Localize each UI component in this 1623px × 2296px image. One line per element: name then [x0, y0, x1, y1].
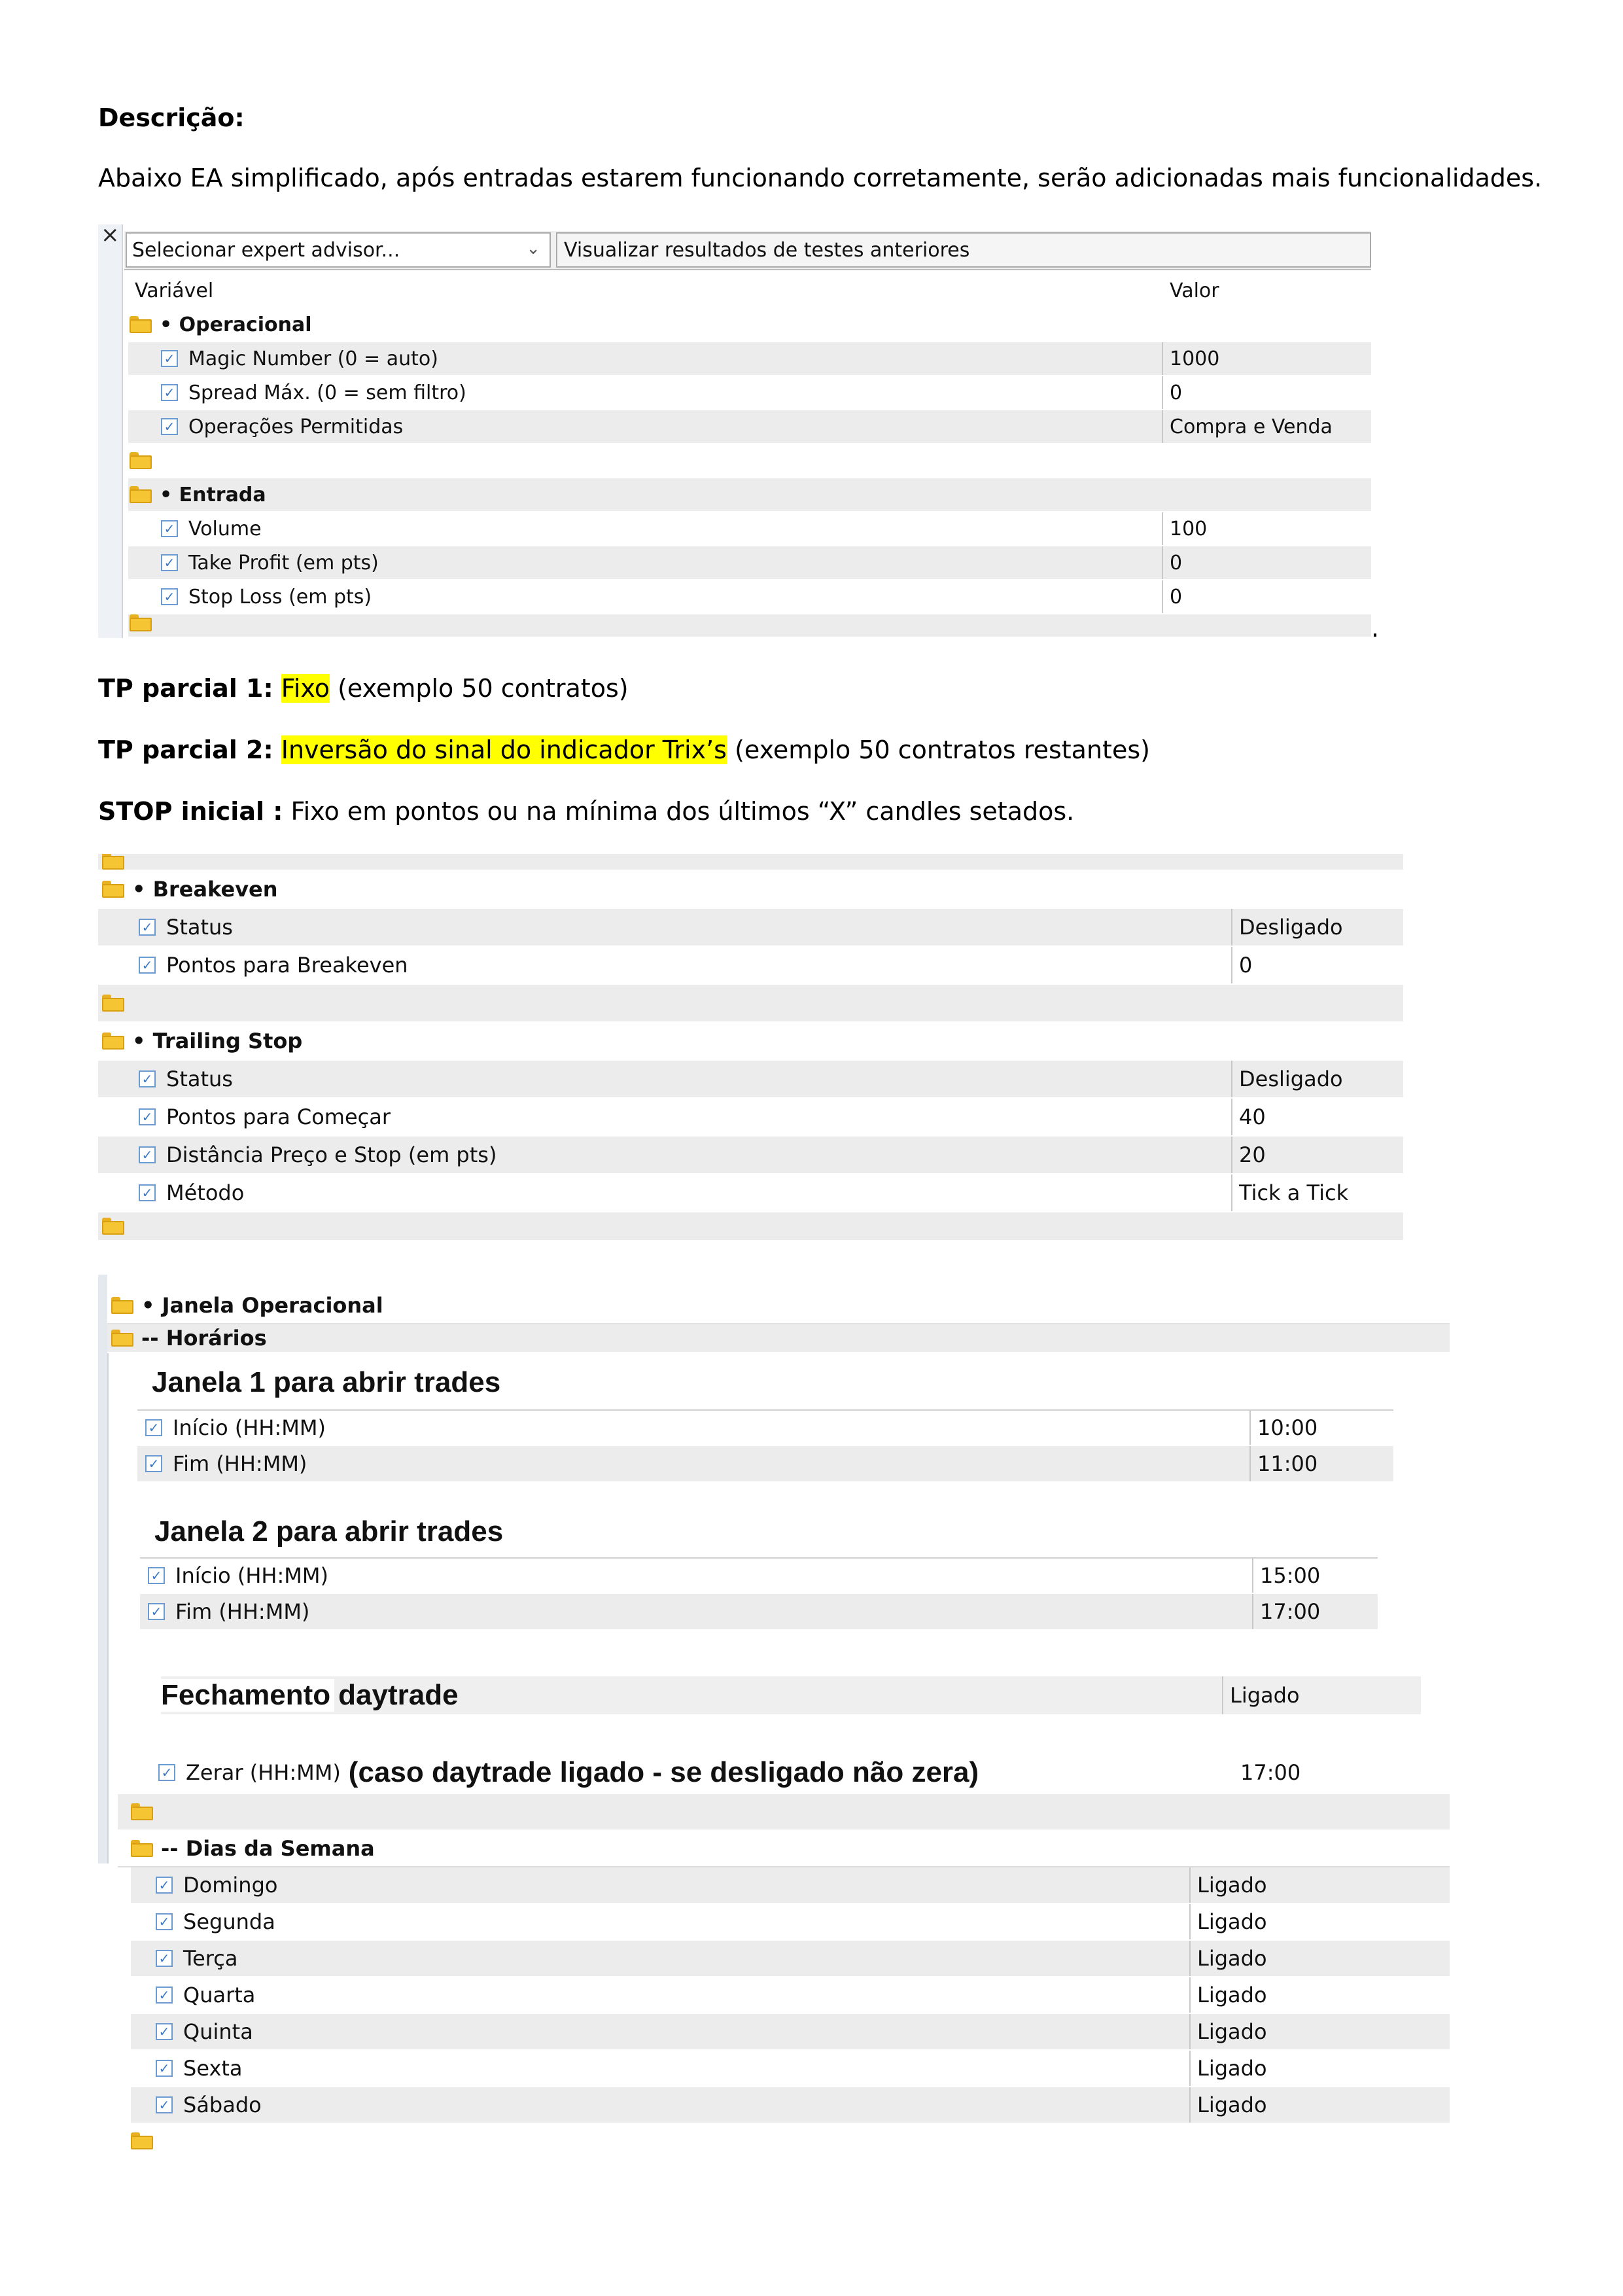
param-row[interactable]: ✓ Domingo Ligado — [131, 1867, 1450, 1904]
checkbox-icon[interactable]: ✓ — [156, 1950, 173, 1967]
group-empty[interactable] — [98, 1212, 1403, 1241]
janela-2-title: Janela 2 para abrir trades — [154, 1515, 504, 1547]
folder-icon — [130, 614, 152, 631]
expert-advisor-select[interactable] — [126, 232, 551, 268]
folder-icon — [102, 1218, 124, 1235]
param-row[interactable]: ✓ Volume 100 — [128, 512, 1371, 546]
folder-icon — [130, 316, 152, 333]
checkbox-icon[interactable]: ✓ — [156, 1877, 173, 1894]
stop-inicial: STOP inicial : Fixo em pontos ou na mínima dos últimos “X” candles setados. — [98, 797, 1075, 826]
folder-icon — [102, 995, 124, 1012]
group-empty[interactable] — [128, 444, 1371, 478]
group-trailing-stop[interactable]: • Trailing Stop — [98, 1023, 1403, 1061]
checkbox-icon[interactable]: ✓ — [139, 919, 156, 936]
close-icon[interactable]: × — [101, 222, 120, 248]
chevron-down-icon: ⌄ — [526, 239, 540, 258]
checkbox-icon[interactable]: ✓ — [156, 1987, 173, 2004]
fechamento-daytrade-row[interactable]: Fechamento daytrade Ligado — [161, 1676, 1421, 1716]
param-row[interactable]: ✓ Início (HH:MM) 15:00 — [140, 1557, 1378, 1594]
param-row[interactable]: ✓ Spread Máx. (0 = sem filtro) 0 — [128, 376, 1371, 410]
param-row[interactable]: ✓ Fim (HH:MM) 17:00 — [140, 1594, 1378, 1631]
checkbox-icon[interactable]: ✓ — [156, 2023, 173, 2040]
param-row[interactable]: ✓ Quarta Ligado — [131, 1977, 1450, 2014]
checkbox-icon[interactable]: ✓ — [161, 554, 178, 571]
folder-icon — [102, 1033, 124, 1050]
param-row[interactable]: ✓ Terça Ligado — [131, 1941, 1450, 1977]
param-row[interactable]: ✓ Stop Loss (em pts) 0 — [128, 580, 1371, 614]
param-row[interactable]: ✓ Pontos para Breakeven 0 — [98, 947, 1403, 985]
zerar-row[interactable]: ✓ Zerar (HH:MM) (caso daytrade ligado - se desligado não zera) 17:00 — [150, 1752, 1450, 1794]
janela-operacional-panel — [98, 1275, 1450, 2178]
folder-icon — [130, 486, 152, 503]
zerar-note: (caso daytrade ligado - se desligado não zera) — [348, 1756, 979, 1788]
checkbox-icon[interactable]: ✓ — [158, 1764, 175, 1781]
group-empty[interactable] — [128, 614, 1371, 638]
ea-parameters-panel — [98, 224, 1371, 638]
group-dias-semana[interactable]: -- Dias da Semana — [118, 1831, 1450, 1867]
checkbox-icon[interactable]: ✓ — [139, 1146, 156, 1163]
column-variable: Variável — [135, 279, 214, 302]
group-entrada[interactable]: • Entrada — [128, 478, 1371, 512]
param-row[interactable]: ✓ Magic Number (0 = auto) 1000 — [128, 342, 1371, 376]
tp-parcial-1: TP parcial 1: Fixo (exemplo 50 contratos) — [98, 674, 629, 703]
param-row[interactable]: ✓ Sexta Ligado — [131, 2051, 1450, 2087]
group-breakeven[interactable]: • Breakeven — [98, 871, 1403, 909]
folder-icon — [111, 1297, 133, 1314]
group-janela-operacional[interactable]: • Janela Operacional — [107, 1288, 1450, 1324]
checkbox-icon[interactable]: ✓ — [145, 1419, 162, 1436]
daytrade-label: daytrade — [338, 1679, 459, 1711]
checkbox-icon[interactable]: ✓ — [148, 1603, 165, 1620]
param-row[interactable]: ✓ Take Profit (em pts) 0 — [128, 546, 1371, 580]
group-empty[interactable] — [131, 2125, 1450, 2158]
folder-icon — [102, 854, 124, 870]
tp-parcial-2: TP parcial 2: Inversão do sinal do indicador Trix’s (exemplo 50 contratos restantes) — [98, 735, 1150, 764]
checkbox-icon[interactable]: ✓ — [145, 1455, 162, 1472]
select-value: Selecionar expert advisor... — [132, 238, 400, 262]
checkbox-icon[interactable]: ✓ — [161, 384, 178, 401]
group-spacer — [107, 1275, 1450, 1288]
trailing-dot: . — [1371, 614, 1380, 643]
tab-label: Visualizar resultados de testes anteriores — [564, 238, 970, 262]
param-row[interactable]: ✓ Método Tick a Tick — [98, 1174, 1403, 1212]
param-row[interactable]: ✓ Quinta Ligado — [131, 2014, 1450, 2051]
fechamento-label: Fechamento — [161, 1679, 334, 1712]
breakeven-trailing-panel — [98, 854, 1403, 1254]
param-row[interactable]: ✓ Status Desligado — [98, 1061, 1403, 1099]
checkbox-icon[interactable]: ✓ — [148, 1567, 165, 1584]
group-empty[interactable] — [98, 854, 1403, 871]
param-row[interactable]: ✓ Status Desligado — [98, 909, 1403, 947]
param-row[interactable]: ✓ Início (HH:MM) 10:00 — [137, 1409, 1393, 1446]
doc-intro: Abaixo EA simplificado, após entradas estarem funcionando corretamente, serão adicionadas mais funcionalidades. — [98, 164, 1543, 192]
checkbox-icon[interactable]: ✓ — [161, 418, 178, 435]
folder-icon — [131, 1803, 153, 1820]
group-operacional[interactable]: • Operacional — [128, 308, 1371, 342]
folder-icon — [131, 1840, 153, 1857]
checkbox-icon[interactable]: ✓ — [161, 520, 178, 537]
param-row[interactable]: ✓ Distância Preço e Stop (em pts) 20 — [98, 1137, 1403, 1174]
checkbox-icon[interactable]: ✓ — [139, 1184, 156, 1201]
folder-icon — [102, 881, 124, 898]
group-empty[interactable] — [98, 985, 1403, 1023]
tab-previous-results[interactable] — [556, 232, 1371, 268]
folder-icon — [131, 2132, 145, 2149]
checkbox-icon[interactable]: ✓ — [139, 957, 156, 974]
checkbox-icon[interactable]: ✓ — [161, 350, 178, 367]
param-row[interactable]: ✓ Segunda Ligado — [131, 1904, 1450, 1941]
checkbox-icon[interactable]: ✓ — [139, 1070, 156, 1087]
checkbox-icon[interactable]: ✓ — [156, 1913, 173, 1930]
param-row[interactable]: ✓ Fim (HH:MM) 11:00 — [137, 1446, 1393, 1483]
checkbox-icon[interactable]: ✓ — [139, 1108, 156, 1125]
group-horarios[interactable]: -- Horários — [107, 1324, 1450, 1353]
folder-icon — [130, 452, 152, 469]
folder-icon — [111, 1330, 133, 1347]
group-empty[interactable] — [118, 1794, 1450, 1831]
param-row[interactable]: ✓ Sábado Ligado — [131, 2087, 1450, 2124]
checkbox-icon[interactable]: ✓ — [156, 2060, 173, 2077]
column-header — [128, 274, 1371, 308]
column-value: Valor — [1170, 279, 1219, 302]
checkbox-icon[interactable]: ✓ — [161, 588, 178, 605]
param-row[interactable]: ✓ Operações Permitidas Compra e Venda — [128, 410, 1371, 444]
checkbox-icon[interactable]: ✓ — [156, 2096, 173, 2113]
doc-heading: Descrição: — [98, 103, 245, 132]
janela-1-title: Janela 1 para abrir trades — [152, 1366, 501, 1398]
param-row[interactable]: ✓ Pontos para Começar 40 — [98, 1099, 1403, 1137]
